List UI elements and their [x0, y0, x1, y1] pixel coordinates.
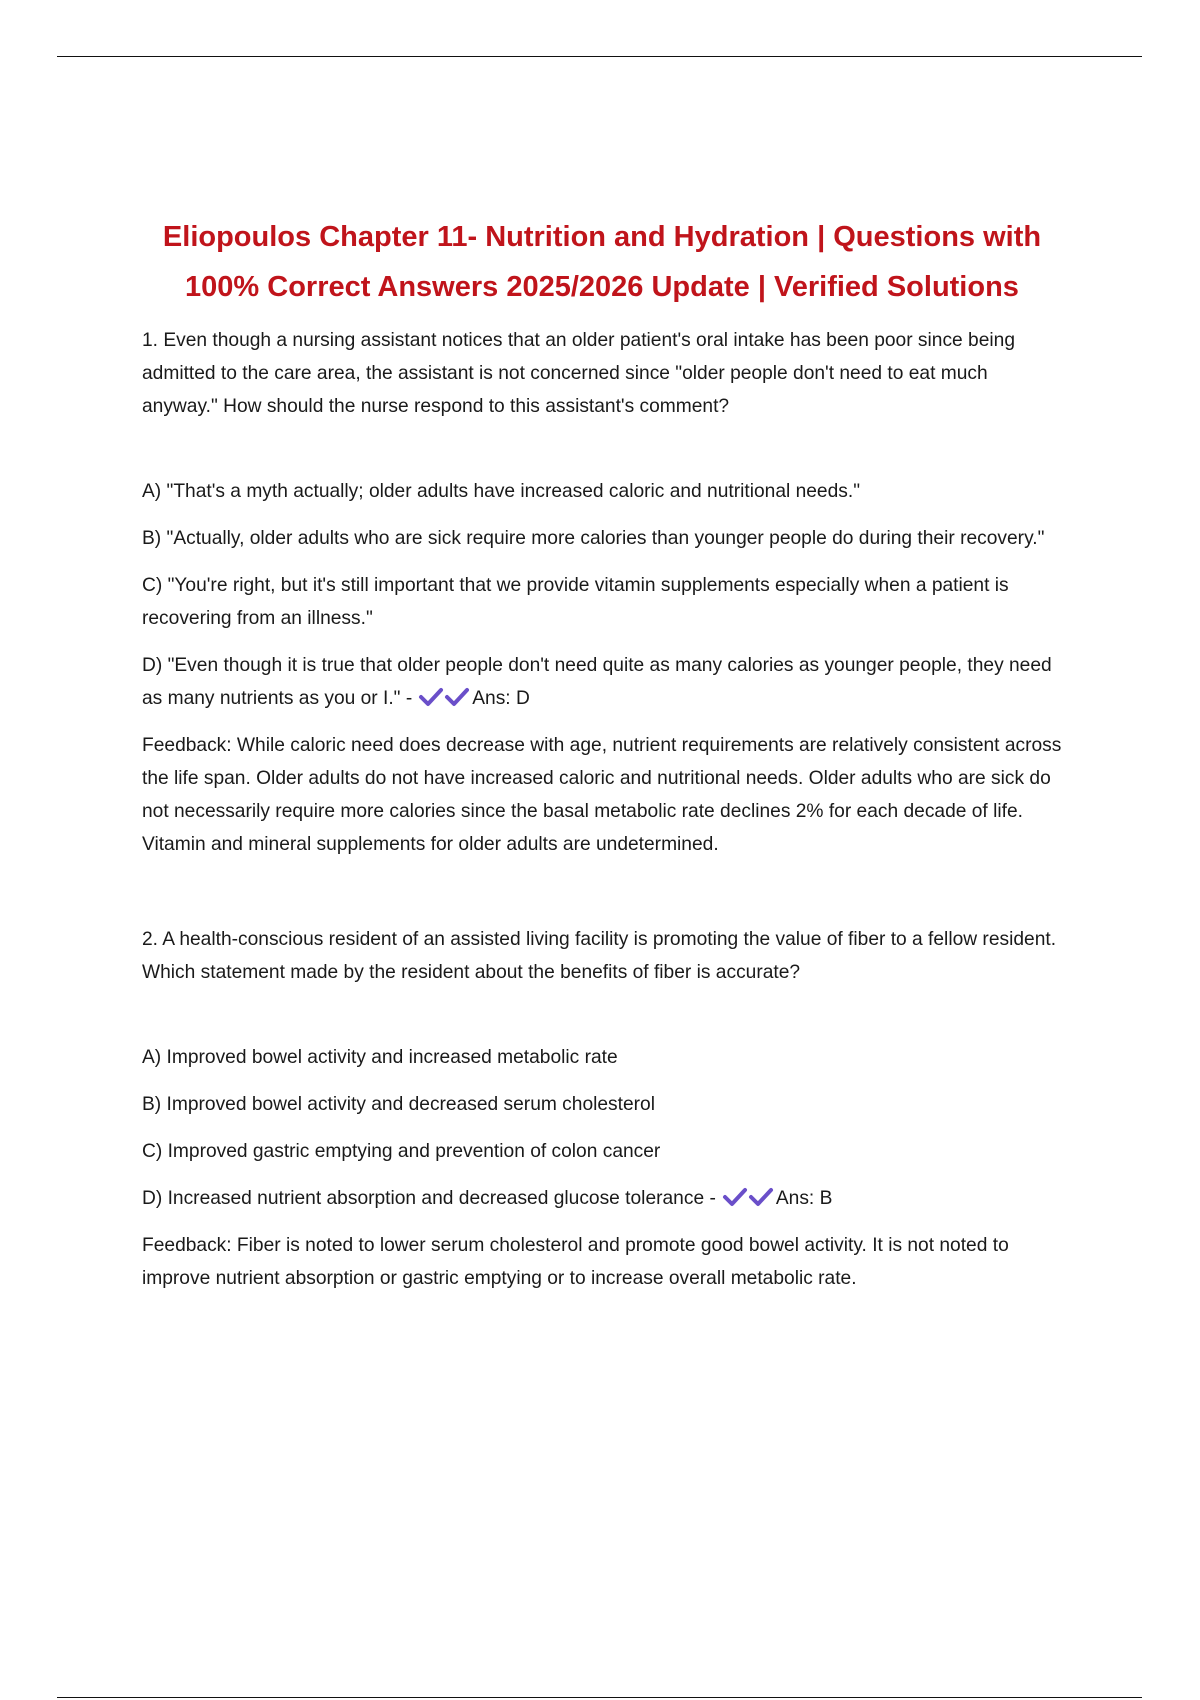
option-b: B) Improved bowel activity and decreased serum cholesterol: [142, 1094, 655, 1115]
question-1: [142, 324, 1062, 861]
feedback-text: Feedback: While caloric need does decrease with age, nutrient requirements are relatively consistent across the life span. Older adults do not have increased caloric and nutritional needs. Older adults who are sick do not necessarily require more calories since the basal metabolic rate declines 2% for each decade of life. Vitamin and mineral supplements for older adults are undetermined.: [142, 735, 1062, 855]
option-a: A) "That's a myth actually; older adults have increased caloric and nutritional needs.": [142, 481, 861, 502]
option-d: [142, 1182, 1062, 1215]
feedback-text: Feedback: Fiber is noted to lower serum cholesterol and promote good bowel activity. It is not noted to improve nutrient absorption or gastric emptying or to increase overall metabolic rate.: [142, 1235, 1009, 1289]
document-body: [142, 212, 1062, 1295]
answer-label: Ans: D: [472, 688, 530, 709]
question-stem: 2. A health-conscious resident of an assisted living facility is promoting the value of fiber to a fellow resident. Which statement made by the resident about the benefits of fiber is accurate?: [142, 929, 1057, 983]
check-icon: [748, 1187, 774, 1207]
option-c: C) Improved gastric emptying and prevention of colon cancer: [142, 1141, 661, 1162]
check-icon: [444, 687, 470, 707]
question-2: [142, 923, 1062, 1295]
check-icon: [722, 1187, 748, 1207]
option-c: C) "You're right, but it's still important that we provide vitamin supplements especially when a patient is recovering from an illness.": [142, 575, 1009, 629]
option-d: [142, 649, 1062, 715]
question-stem: 1. Even though a nursing assistant notices that an older patient's oral intake has been poor since being admitted to the care area, the assistant is not concerned since "older people don't need to eat much anyway." How should the nurse respond to this assistant's comment?: [142, 330, 1016, 417]
answer-label: Ans: B: [775, 1188, 833, 1209]
document-title: Eliopoulos Chapter 11- Nutrition and Hydration | Questions with 100% Correct Answers 2025/2026 Update | Verified Solutions: [162, 221, 1042, 303]
option-d-text: D) "Even though it is true that older people don't need quite as many calories as younger people, they need as many nutrients as you or I." -: [142, 655, 1052, 709]
option-b: B) "Actually, older adults who are sick require more calories than younger people do during their recovery.": [142, 528, 1045, 549]
bottom-rule: [57, 1697, 1142, 1698]
option-d-text: D) Increased nutrient absorption and decreased glucose tolerance -: [142, 1188, 716, 1209]
answer-checks: [418, 682, 470, 715]
check-icon: [418, 687, 444, 707]
spacer: [142, 861, 1062, 923]
answer-checks: [722, 1182, 774, 1215]
top-rule: [57, 56, 1142, 57]
option-a: A) Improved bowel activity and increased metabolic rate: [142, 1047, 618, 1068]
